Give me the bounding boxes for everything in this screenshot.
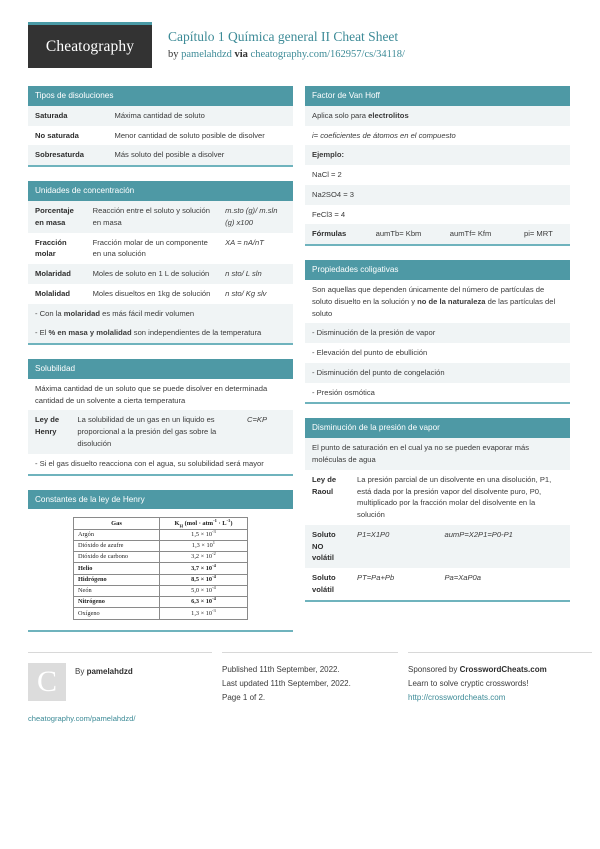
gas-constant: $1,3 \times 10^1$ [160, 541, 248, 552]
row-formula: aumTf= Kfm [443, 224, 517, 244]
row-value: Moles de soluto en 1 L de solución [86, 264, 219, 284]
item-text: - Presión osmótica [305, 383, 570, 403]
table-row [74, 563, 248, 574]
item-text: - Disminución de la presión de vapor [305, 323, 570, 343]
item-text: - Elevación del punto de ebullición [305, 343, 570, 363]
row-text: NaCl = 2 [305, 165, 570, 185]
item-text: - Disminución del punto de congelación [305, 363, 570, 383]
row-key: Saturada [28, 106, 108, 126]
row-value: La presión parcial de un disolvente en una disolución, P1, está dada por la presión vapor del disolvente puro, P0, multiplicado por la fracción molar del disolvente en la solución [350, 470, 570, 525]
gas-name: Dióxido de azufre [74, 541, 160, 552]
row-formula: pi= MRT [517, 224, 570, 244]
row-value: P1=X1P0 [350, 525, 437, 568]
byline [168, 47, 405, 63]
list-item [305, 323, 570, 343]
gas-constant: $1,5 \times 10^{-3}$ [160, 529, 248, 540]
column-header-gas: Gas [74, 518, 160, 529]
table-row [305, 568, 570, 600]
row-key: Soluto NO volátil [305, 525, 350, 568]
table-row [28, 201, 293, 233]
unidades-table [28, 201, 293, 343]
sponsor-url-link[interactable]: http://crosswordcheats.com [408, 692, 506, 702]
author-profile-link[interactable]: cheatography.com/pamelahdzd/ [28, 713, 136, 723]
henry-table-figure [28, 509, 293, 629]
source-url-link[interactable]: cheatography.com/162957/cs/34118/ [250, 49, 405, 61]
block-title: Factor de Van Hoff [305, 86, 570, 106]
gas-constant: $6,3 \times 10^{-4}$ [160, 597, 248, 608]
note-text: - Con la molaridad es más fácil medir volumen [28, 304, 293, 324]
row-formula: aumP=X2P1=P0-P1 [437, 525, 570, 568]
page-header [0, 0, 600, 68]
gas-constant: $3,2 \times 10^{-2}$ [160, 552, 248, 563]
table-row [28, 379, 293, 411]
logo-text: Cheatography [45, 37, 135, 55]
table-row [305, 126, 570, 146]
block-solubilidad [28, 359, 293, 475]
footer-dates-column [222, 652, 398, 723]
page-number: Page 1 of 2. [222, 692, 266, 702]
row-formula: n sto/ Kg slv [218, 284, 293, 304]
block-title: Tipos de disoluciones [28, 86, 293, 106]
block-title: Solubilidad [28, 359, 293, 379]
page-footer [0, 646, 600, 723]
left-column [28, 86, 293, 646]
block-propiedades-coligativas [305, 260, 570, 404]
table-note-row [28, 323, 293, 343]
coligativas-table [305, 280, 570, 402]
byline-via-label: via [231, 49, 251, 61]
column-header-constant: $K_H$ $(mol \cdot atm^{-1} \cdot L^{-1})$ [160, 518, 248, 529]
gas-name: Hidrógeno [74, 574, 160, 585]
page-title: Capítulo 1 Química general II Cheat Sheet [168, 29, 399, 44]
presion-vapor-table [305, 438, 570, 599]
table-header-row [74, 518, 248, 529]
author-row [28, 663, 212, 701]
table-row [305, 438, 570, 470]
block-tipos-de-disoluciones [28, 86, 293, 167]
table-row [28, 233, 293, 265]
row-formula: m.sto (g)/ m.sln (g) x100 [218, 201, 293, 233]
gas-constant: $8,5 \times 10^{-4}$ [160, 574, 248, 585]
note-text: - El % en masa y molalidad son independientes de la temperatura [28, 323, 293, 343]
row-value: Reacción entre el soluto y solución en masa [86, 201, 219, 233]
intro-text: Máxima cantidad de un soluto que se puede disolver en determinada cantidad de un solvente a cierta temperatura [28, 379, 293, 411]
gas-name: Argón [74, 529, 160, 540]
row-formula: Pa=XaP0a [437, 568, 570, 600]
table-row [305, 185, 570, 205]
row-value: Fracción molar de un componente en una solución [86, 233, 219, 265]
list-item [305, 343, 570, 363]
gas-name: Nitrógeno [74, 597, 160, 608]
block-title: Constantes de la ley de Henry [28, 490, 293, 510]
table-row [305, 106, 570, 126]
table-row [305, 470, 570, 525]
table-row [28, 145, 293, 165]
gas-constant: $5,0 \times 10^{-4}$ [160, 585, 248, 596]
title-block [152, 22, 405, 63]
table-row [305, 525, 570, 568]
row-text: Na2SO4 = 3 [305, 185, 570, 205]
row-key: Fracción molar [28, 233, 86, 265]
block-unidades-de-concentracion [28, 181, 293, 345]
table-row [74, 585, 248, 596]
row-value: PT=Pa+Pb [350, 568, 437, 600]
block-disminucion-presion-de-vapor [305, 418, 570, 601]
row-text: Ejemplo: [305, 145, 570, 165]
list-item [305, 383, 570, 403]
solubilidad-table [28, 379, 293, 474]
byline-by-label: by [168, 49, 182, 61]
note-text: - Si el gas disuelto reacciona con el agua, su solubilidad será mayor [28, 454, 293, 474]
gas-name: Dióxido de carbono [74, 552, 160, 563]
table-note-row [28, 304, 293, 324]
block-title: Propiedades coligativas [305, 260, 570, 280]
block-factor-de-van-hoff [305, 86, 570, 246]
table-row [74, 608, 248, 619]
row-key: Ley de Raoul [305, 470, 350, 525]
row-formula: n sto/ L sln [218, 264, 293, 284]
sponsor-line: Sponsored by CrosswordCheats.com [408, 664, 547, 674]
table-row [305, 165, 570, 185]
row-key: Porcentaje en masa [28, 201, 86, 233]
row-text: Aplica solo para electrolitos [305, 106, 570, 126]
row-value: Más soluto del posible a disolver [108, 145, 294, 165]
table-row [305, 205, 570, 225]
block-title: Disminución de la presión de vapor [305, 418, 570, 438]
table-row [28, 126, 293, 146]
table-row [28, 410, 293, 453]
table-row [74, 552, 248, 563]
row-key: Sobresaturda [28, 145, 108, 165]
tipos-table [28, 106, 293, 165]
footer-author-column [28, 652, 212, 723]
row-formula: aumTb= Kbm [369, 224, 443, 244]
table-row [74, 574, 248, 585]
vanhoff-table [305, 106, 570, 244]
table-row [74, 529, 248, 540]
row-formula: XA = nA/nT [218, 233, 293, 265]
list-item [305, 363, 570, 383]
row-key: Soluto volátil [305, 568, 350, 600]
columns-container [0, 68, 600, 646]
intro-text: Son aquellas que dependen únicamente del número de partículas de soluto disuelto en la solución y no de la naturaleza de las partículas del soluto [305, 280, 570, 323]
row-text: FeCl3 = 4 [305, 205, 570, 225]
gas-constant: $1,3 \times 10^{-3}$ [160, 608, 248, 619]
row-key: Molalidad [28, 284, 86, 304]
gas-name: Oxígeno [74, 608, 160, 619]
updated-date: Last updated 11th September, 2022. [222, 678, 351, 688]
right-column [305, 86, 570, 616]
table-row [305, 280, 570, 323]
table-row [74, 541, 248, 552]
row-value: Menor cantidad de soluto posible de disolver [108, 126, 294, 146]
table-row [305, 224, 570, 244]
henry-constants-table [73, 517, 248, 619]
block-constantes-ley-de-henry [28, 490, 293, 632]
row-value: La solubilidad de un gas en un liquido es proporcional a la presión del gas sobre la disolución [70, 410, 240, 453]
avatar: C [28, 663, 66, 701]
gas-name: Helio [74, 563, 160, 574]
sponsor-tagline: Learn to solve cryptic crosswords! [408, 678, 529, 688]
table-row [28, 264, 293, 284]
intro-text: El punto de saturación en el cual ya no se pueden evaporar más moléculas de agua [305, 438, 570, 470]
gas-name: Neón [74, 585, 160, 596]
row-key: Fórmulas [305, 224, 369, 244]
block-title: Unidades de concentración [28, 181, 293, 201]
row-text: i= coeficientes de átomos en el compuesto [305, 126, 570, 146]
footer-sponsor-column [408, 652, 592, 723]
table-row [305, 145, 570, 165]
row-key: Molaridad [28, 264, 86, 284]
row-value: Máxima cantidad de soluto [108, 106, 294, 126]
sponsor-url-line [408, 691, 592, 705]
author-byline: By pamelahdzd [75, 666, 133, 676]
author-link[interactable]: pamelahdzd [181, 49, 232, 61]
published-date: Published 11th September, 2022. [222, 664, 340, 674]
cheatography-logo[interactable] [28, 22, 152, 68]
table-note-row [28, 454, 293, 474]
row-key: Ley de Henry [28, 410, 70, 453]
row-value: Moles disueltos en 1kg de solución [86, 284, 219, 304]
table-row [28, 284, 293, 304]
gas-constant: $3,7 \times 10^{-4}$ [160, 563, 248, 574]
table-row [74, 597, 248, 608]
row-key: No saturada [28, 126, 108, 146]
row-formula: C=KP [240, 410, 293, 453]
table-row [28, 106, 293, 126]
